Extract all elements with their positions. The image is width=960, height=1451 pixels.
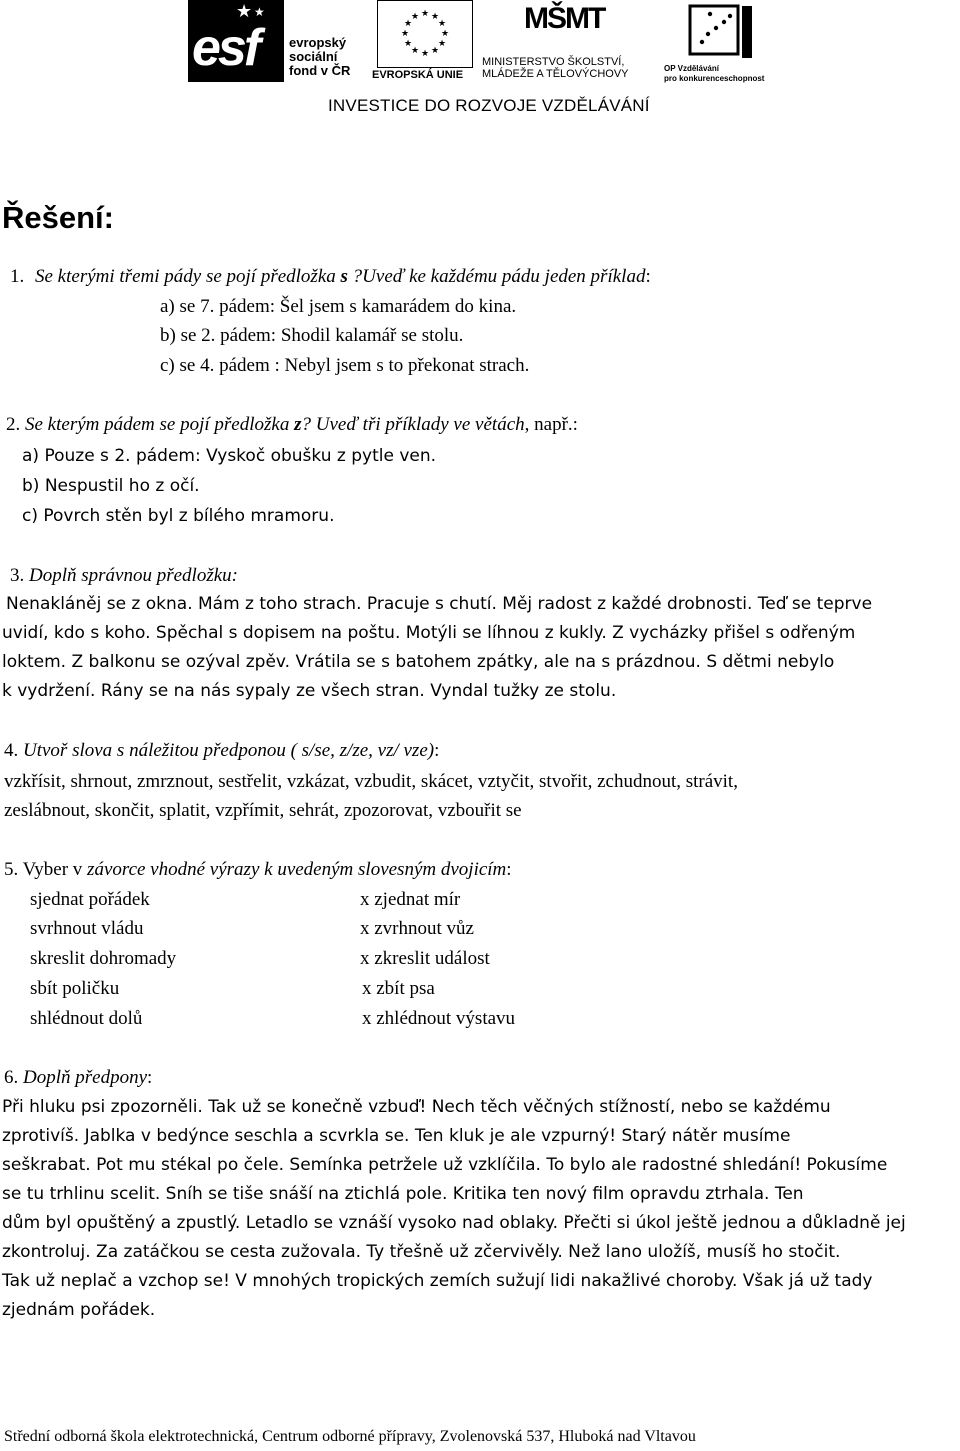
text-line: Nenakláněj se z okna. Mám z toho strach. Pracuje s chutí. Měj radost z každé drobnosti. Teď se teprve (6, 594, 873, 614)
answer-line: a) se 7. pádem: Šel jsem s kamarádem do kina. (160, 296, 517, 317)
verb-pair-left: shlédnout dolů (30, 1008, 143, 1029)
verb-pair-right: x zbít psa (362, 978, 435, 999)
question-colon: : (434, 740, 440, 761)
page-title: Řešení: (2, 200, 114, 235)
question-text: Doplň správnou předložku: (24, 565, 238, 586)
question-colon: : (147, 1067, 153, 1088)
question-number: 2. (6, 414, 21, 435)
question-text (20, 414, 524, 435)
svg-text:★: ★ (440, 28, 450, 38)
answer-line: a) Pouze s 2. pádem: Vyskoč obušku z pytle ven. (22, 446, 437, 466)
svg-text:★: ★ (430, 45, 440, 55)
star-icon: ★ (254, 5, 265, 19)
question-colon: : (645, 266, 651, 287)
eu-label: EVROPSKÁ UNIE (372, 69, 464, 81)
question-3 (10, 565, 238, 587)
op-logo (664, 0, 780, 84)
header-logos (0, 0, 960, 125)
text-line: k vydržení. Rány se na nás sypaly ze všech stran. Vyndal tužky ze stolu. (2, 681, 617, 701)
svg-text:★: ★ (403, 38, 413, 48)
question-text-part: Se kterým pádem se pojí předložka (20, 414, 295, 435)
text-line: zjednám pořádek. (2, 1300, 156, 1320)
text-line: Tak už neplač a vzchop se! V mnohých tropických zemích sužují lidi nakažlivé choroby. Však já už tady (2, 1271, 873, 1291)
question-4 (4, 740, 439, 762)
question-number: 3. (10, 565, 25, 586)
question-tail: , např.: (524, 414, 578, 435)
esf-text (289, 36, 350, 78)
svg-text:★: ★ (437, 38, 447, 48)
verb-pair-left: svrhnout vládu (30, 918, 144, 939)
svg-text:★: ★ (410, 45, 420, 55)
question-1 (10, 266, 651, 288)
verb-pair-left: sjednat pořádek (30, 889, 150, 910)
svg-text:★: ★ (400, 28, 410, 38)
question-number: 6. (4, 1067, 23, 1088)
esf-line: fond v ČR (289, 63, 351, 78)
verb-pair-right: x zvrhnout vůz (360, 918, 474, 939)
question-colon: : (506, 859, 512, 880)
esf-logo (188, 0, 370, 82)
esf-line: evropský (289, 35, 347, 50)
esf-line: sociální (289, 49, 338, 64)
question-text: závorce vhodné výrazy k uvedeným slovesným dvojicím (87, 859, 507, 880)
question-6 (4, 1067, 152, 1089)
esf-logo-block (188, 0, 284, 82)
text-line: zkontroluj. Za zatáčkou se cesta zužovala. Ty třešně už zčervivěly. Než lano uložíš, musíš ho stočit. (2, 1242, 841, 1262)
question-text: Utvoř slova s náležitou předponou ( s/se, z/ze, vz/ vze) (23, 740, 435, 761)
question-number: 1. (10, 266, 25, 287)
verb-pair-left: skreslit dohromady (30, 948, 177, 969)
text-line: seškrabat. Pot mu stékal po čele. Semínka petržele už vzklíčila. To bylo ale radostné shledání! Pokusíme (2, 1155, 888, 1175)
svg-text:★: ★ (403, 18, 413, 28)
svg-text:★: ★ (410, 11, 420, 21)
svg-text:★: ★ (420, 8, 430, 18)
msmt-text (482, 56, 629, 80)
question-2 (6, 414, 578, 436)
svg-text:★: ★ (437, 18, 447, 28)
verb-pair-left: sbít poličku (30, 978, 120, 999)
op-line: OP Vzdělávání (664, 64, 719, 73)
answer-line: c) Povrch stěn byl z bílého mramoru. (22, 506, 335, 526)
svg-text:★: ★ (420, 48, 430, 58)
op-text (664, 64, 764, 84)
svg-text:★: ★ (430, 11, 440, 21)
text-line: Při hluku psi zpozorněli. Tak už se konečně vzbuď! Nech těch věčných stížností, nebo se každému (2, 1097, 831, 1117)
eu-flag-icon (377, 0, 473, 68)
footer: Střední odborná škola elektrotechnická, Centrum odborné přípravy, Zvolenovská 537, Hluboká nad Vltavou (4, 1428, 696, 1445)
question-5 (4, 859, 512, 881)
answer-line: b) Nespustil ho z očí. (22, 476, 200, 496)
eu-logo (372, 0, 484, 84)
question-text-part: Se kterými třemi pády se pojí předložka (35, 266, 341, 287)
text-line: vzkřísit, shrnout, zmrznout, sestřelit, vzkázat, vzbudit, skácet, vztyčit, stvořit, zchudnout, strávit, (4, 771, 738, 792)
question-text-part: ?Uveď ke každému pádu jeden příklad (347, 266, 646, 287)
investice-banner: INVESTICE DO ROZVOJE VZDĚLÁVÁNÍ (328, 96, 650, 115)
verb-pair-right: x zkreslit událost (360, 948, 490, 969)
op-emblem-icon (686, 2, 756, 64)
text-line: se tu trhlinu scelit. Sníh se tiše snáší na ztichlá pole. Kritika ten nový film opravdu ztrhala. Ten (2, 1184, 804, 1204)
msmt-logo-letters: MŠMT (524, 2, 605, 35)
text-line: zprotivíš. Jablka v bedýnce seschla a scvrkla se. Ten kluk je ale vzpurný! Starý nátěr musíme (2, 1126, 791, 1146)
question-text (35, 266, 645, 287)
text-line: zeslábnout, skončit, splatit, vzpřímit, sehrát, zpozorovat, vzbouřit se (4, 800, 522, 821)
question-text-part: ? Uveď tři příklady ve větách (301, 414, 525, 435)
text-line: dům byl opuštěný a zpustlý. Letadlo se vznáší vysoko nad oblaky. Přečti si úkol ještě jednou a důkladně jej (2, 1213, 906, 1233)
msmt-logo (482, 0, 658, 84)
answer-line: c) se 4. pádem : Nebyl jsem s to překonat strach. (160, 355, 530, 376)
preposition-s: s (340, 266, 348, 287)
esf-letters: esf (192, 19, 259, 77)
question-number: 5. Vyber v (4, 859, 88, 880)
question-number: 4. (4, 740, 23, 761)
verb-pair-right: x zjednat mír (360, 889, 461, 910)
answer-line: b) se 2. pádem: Shodil kalamář se stolu. (160, 325, 464, 346)
text-line: uvidí, kdo s koho. Spěchal s dopisem na poštu. Motýli se líhnou z kukly. Z vycházky přišel s odřeným (2, 623, 856, 643)
question-text: Doplň předpony (23, 1067, 148, 1088)
star-icon: ★ (236, 1, 253, 21)
msmt-line: MINISTERSTVO ŠKOLSTVÍ, (482, 56, 625, 68)
op-line: pro konkurenceschopnost (664, 74, 765, 83)
preposition-z: z (294, 414, 302, 435)
verb-pair-right: x zhlédnout výstavu (362, 1008, 516, 1029)
msmt-line: MLÁDEŽE A TĚLOVÝCHOVY (482, 68, 629, 80)
text-line: loktem. Z balkonu se ozýval zpěv. Vrátila se s batohem zpátky, ale na s prázdnou. S dětmi nebylo (2, 652, 835, 672)
